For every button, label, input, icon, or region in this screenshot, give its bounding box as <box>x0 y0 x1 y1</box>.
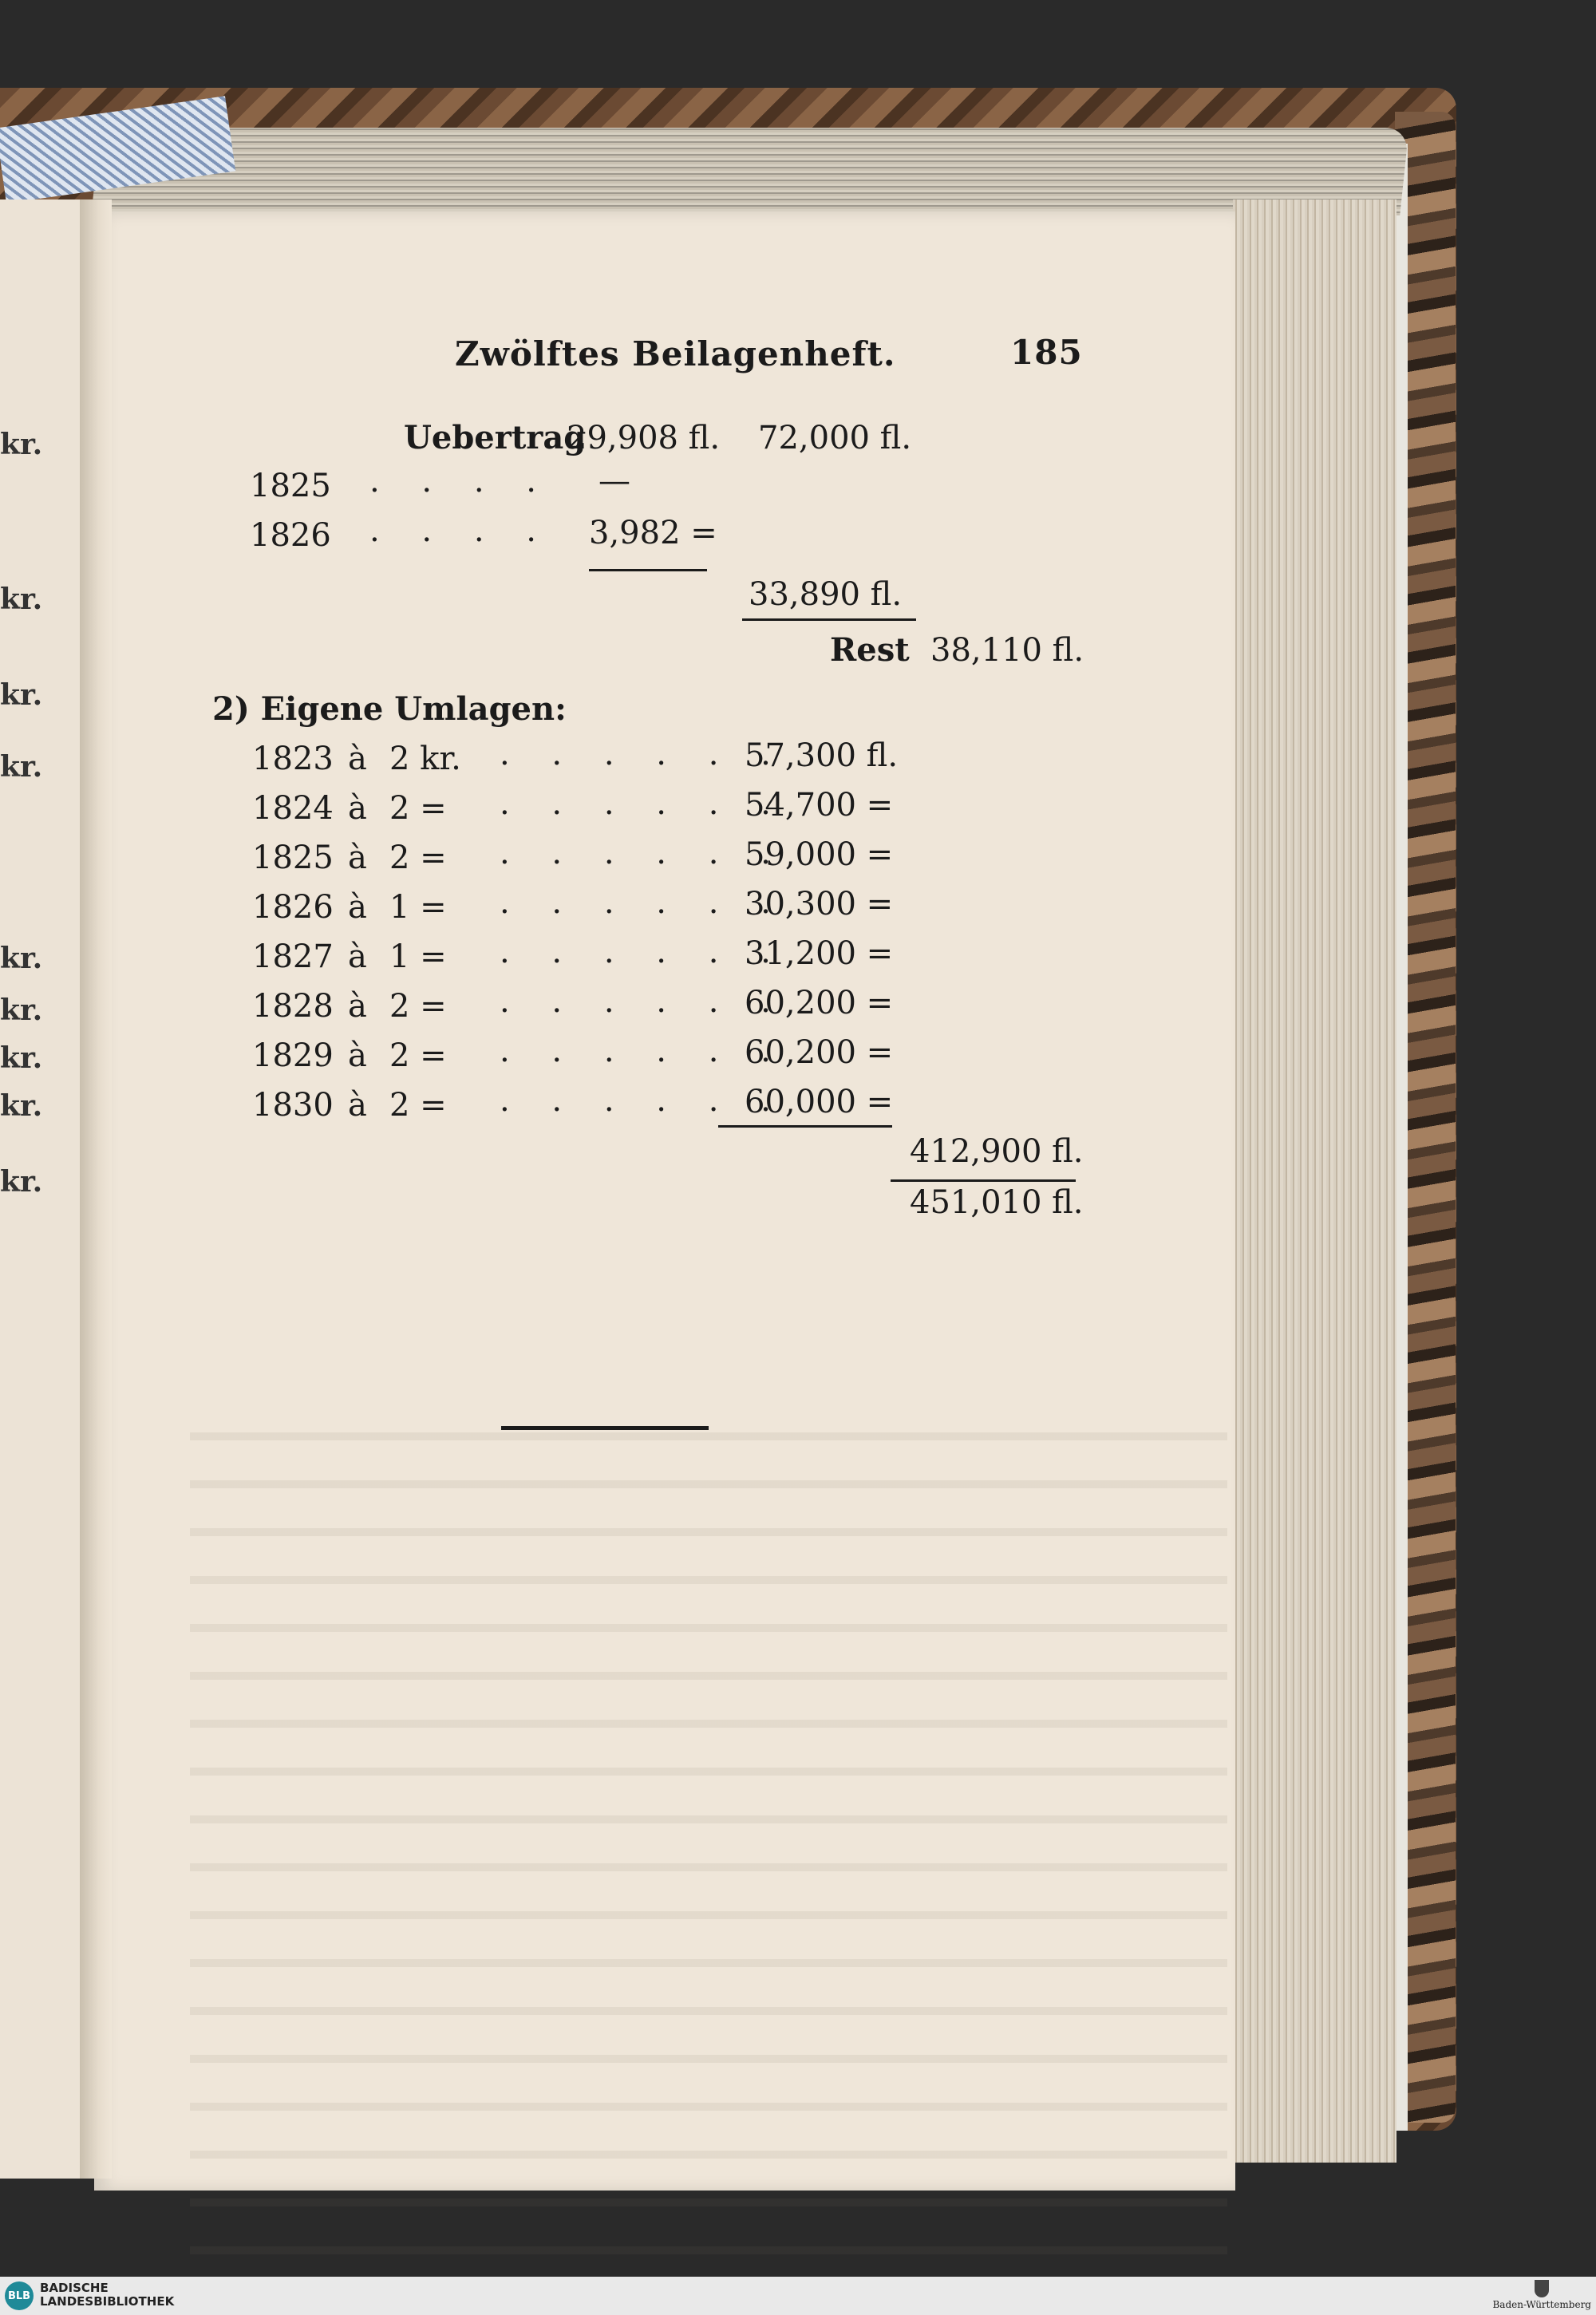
year-cell: 1825 <box>252 839 334 876</box>
rate-cell: 2 = <box>389 988 447 1025</box>
page-block-top <box>91 128 1409 215</box>
leader-dots: . . . . . . <box>500 1082 787 1119</box>
section-heading: 2) Eigene Umlagen: <box>212 690 567 728</box>
library-name <box>40 2281 174 2309</box>
a-cell: à <box>348 741 367 777</box>
year-cell: 1829 <box>252 1037 334 1074</box>
year-cell: 1830 <box>252 1087 334 1124</box>
left-fragment: kr. <box>0 1165 43 1199</box>
year-cell: 1825 <box>250 468 331 504</box>
leader-dots: . . . . . . <box>500 983 787 1020</box>
a-cell: à <box>348 988 367 1025</box>
value-cell: 30,300 = <box>745 886 894 922</box>
value-cell: 54,700 = <box>745 787 894 824</box>
left-fragment: kr. <box>0 942 43 975</box>
value-cell: — <box>598 463 630 500</box>
year-cell: 1823 <box>252 741 334 777</box>
year-cell: 1826 <box>250 517 331 554</box>
state-crest-icon <box>1535 2280 1549 2297</box>
page-number: 185 <box>1010 333 1083 372</box>
left-fragment: kr. <box>0 1041 43 1075</box>
left-fragment: kr. <box>0 750 43 784</box>
leader-dots: . . . . . . <box>500 934 787 970</box>
year-cell: 1824 <box>252 790 334 827</box>
right-page <box>94 211 1235 2191</box>
state-name: Baden-Württemberg <box>1492 2299 1591 2310</box>
value-cell: 57,300 fl. <box>745 737 899 774</box>
rate-cell: 1 = <box>389 938 447 975</box>
total-umlagen: 412,900 fl. <box>910 1133 1084 1170</box>
rate-cell: 2 = <box>389 839 447 876</box>
a-cell: à <box>348 889 367 926</box>
value-cell: 3,982 = <box>589 515 717 551</box>
footer-bar <box>0 2277 1596 2315</box>
a-cell: à <box>348 839 367 876</box>
grand-total: 451,010 fl. <box>910 1184 1084 1221</box>
sum-rule <box>742 618 916 621</box>
library-name-line-2: LANDESBIBLIOTHEK <box>40 2294 175 2309</box>
year-cell: 1827 <box>252 938 334 975</box>
page-gutter <box>80 200 112 2179</box>
page-block-edges <box>1233 200 1396 2163</box>
leader-dots: . . . . . . <box>500 785 787 822</box>
rest-label: Rest <box>830 631 910 669</box>
value-cell: 31,200 = <box>745 935 894 972</box>
leader-dots: . . . . . . <box>500 884 787 921</box>
leader-dots: . . . . <box>369 512 553 549</box>
left-fragment: kr. <box>0 1089 43 1123</box>
a-cell: à <box>348 1087 367 1124</box>
blb-logo-icon: BLB <box>5 2281 34 2310</box>
year-cell: 1828 <box>252 988 334 1025</box>
rate-cell: 2 = <box>389 1087 447 1124</box>
leader-dots: . . . . . . <box>500 736 787 772</box>
year-cell: 1826 <box>252 889 334 926</box>
subtotal-value: 33,890 fl. <box>749 576 903 613</box>
value-cell: 60,200 = <box>745 985 894 1021</box>
left-fragment: kr. <box>0 583 43 616</box>
a-cell: à <box>348 938 367 975</box>
left-fragment: kr. <box>0 994 43 1027</box>
rest-value: 38,110 fl. <box>930 632 1084 669</box>
sum-rule <box>589 569 707 571</box>
value-cell: 60,000 = <box>745 1084 894 1120</box>
state-label <box>1492 2280 1591 2310</box>
running-header-title: Zwölftes Beilagenheft. <box>455 334 896 373</box>
rate-cell: 1 = <box>389 889 447 926</box>
value-cell: 59,000 = <box>745 836 894 873</box>
rate-cell: 2 = <box>389 1037 447 1074</box>
a-cell: à <box>348 1037 367 1074</box>
left-fragment: kr. <box>0 428 43 461</box>
library-name-line-1: BADISCHE <box>40 2281 109 2295</box>
sum-rule <box>718 1125 892 1128</box>
rate-cell: 2 = <box>389 790 447 827</box>
a-cell: à <box>348 790 367 827</box>
uebertrag-value-2: 72,000 fl. <box>758 420 912 456</box>
section-divider <box>501 1426 709 1430</box>
uebertrag-value-1: 29,908 fl. <box>567 420 721 456</box>
show-through-texture <box>190 1393 1227 2315</box>
left-fragment: kr. <box>0 678 43 712</box>
leader-dots: . . . . . . <box>500 835 787 871</box>
uebertrag-label: Uebertrag <box>404 419 587 456</box>
sum-rule <box>891 1179 1076 1182</box>
leader-dots: . . . . . . <box>500 1033 787 1069</box>
leader-dots: . . . . <box>369 463 553 500</box>
value-cell: 60,200 = <box>745 1034 894 1071</box>
rate-cell: 2 kr. <box>389 741 461 777</box>
